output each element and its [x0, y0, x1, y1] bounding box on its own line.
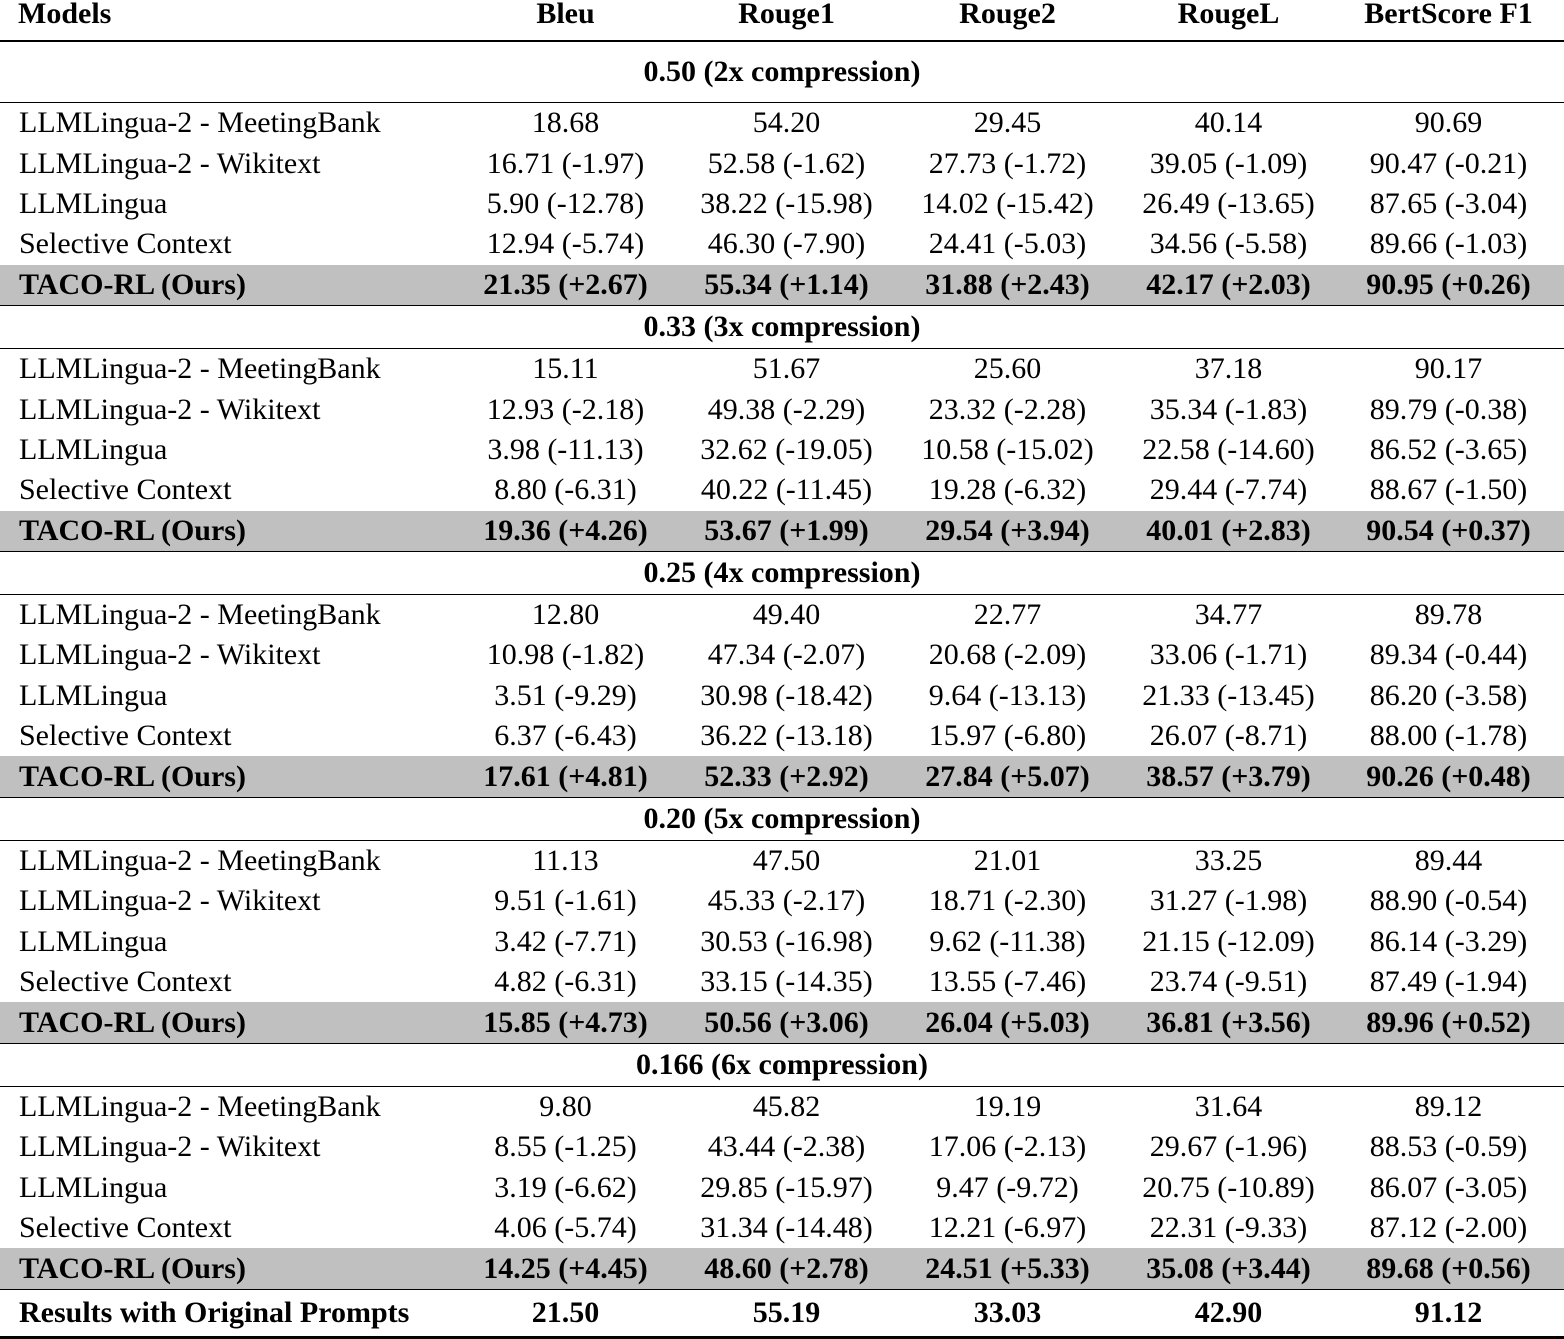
model-name-cell: LLMLingua-2 - MeetingBank: [19, 352, 381, 386]
rouge2-cell: 26.04 (+5.03): [897, 1002, 1118, 1043]
rouge2-cell: 9.64 (-13.13): [928, 678, 1087, 712]
bertscore-f1-cell: 88.67 (-1.50): [1369, 473, 1528, 507]
rouge1-cell: 49.38 (-2.29): [707, 392, 866, 426]
bleu-cell: 16.71 (-1.97): [486, 146, 645, 180]
bertscore-f1-cell: 86.20 (-3.58): [1369, 678, 1528, 712]
rougel-cell: 38.57 (+3.79): [1118, 756, 1339, 797]
column-header-bleu: Bleu: [455, 0, 676, 41]
table-row: [0, 143, 1564, 183]
rouge1-cell: 43.44 (-2.38): [707, 1130, 866, 1164]
rouge1-cell: 52.33 (+2.92): [676, 756, 897, 797]
model-name-cell: TACO-RL (Ours): [0, 511, 455, 552]
model-name-cell: LLMLingua-2 - MeetingBank: [19, 844, 381, 878]
model-name-cell: LLMLingua-2 - Wikitext: [19, 1130, 321, 1164]
highlighted-table-row: [0, 265, 1564, 306]
bertscore-f1-cell: 89.78: [1414, 598, 1483, 632]
bertscore-f1-cell: 89.34 (-0.44): [1369, 638, 1528, 672]
bleu-cell: 18.68: [531, 106, 600, 140]
rouge2-cell: 9.62 (-11.38): [929, 924, 1086, 958]
rougel-cell: 22.58 (-14.60): [1142, 432, 1315, 466]
bleu-cell: 12.80: [531, 598, 600, 632]
rougel-cell: 21.15 (-12.09): [1142, 924, 1315, 958]
highlighted-table-row: [0, 511, 1564, 552]
model-name-cell: Selective Context: [19, 1211, 232, 1245]
compression-section-title: 0.50 (2x compression): [0, 41, 1564, 103]
bleu-cell: 21.50: [455, 1289, 676, 1337]
table-row: [0, 676, 1564, 716]
rouge2-cell: 27.84 (+5.07): [897, 756, 1118, 797]
section-header-row: [0, 1043, 1564, 1086]
bleu-cell: 3.42 (-7.71): [494, 924, 637, 958]
table-row: [0, 1208, 1564, 1248]
bleu-cell: 10.98 (-1.82): [486, 638, 645, 672]
column-header-rouge2: Rouge2: [897, 0, 1118, 41]
rouge2-cell: 10.58 (-15.02): [921, 432, 1094, 466]
model-name-cell: TACO-RL (Ours): [0, 756, 455, 797]
highlighted-table-row: [0, 1248, 1564, 1289]
column-header-bertscore-f1: BertScore F1: [1339, 0, 1564, 41]
rouge2-cell: 21.01: [973, 844, 1042, 878]
model-name-cell: LLMLingua-2 - Wikitext: [19, 146, 321, 180]
section-header-row: [0, 797, 1564, 840]
header-row: [0, 0, 1564, 41]
model-name-cell: LLMLingua: [19, 678, 168, 712]
rouge2-cell: 17.06 (-2.13): [928, 1130, 1087, 1164]
bertscore-f1-cell: 90.54 (+0.37): [1339, 511, 1564, 552]
rouge1-cell: 51.67: [752, 352, 821, 386]
model-name-cell: Selective Context: [19, 719, 232, 753]
table-row: [0, 430, 1564, 470]
table-row: [0, 389, 1564, 429]
model-name-cell: LLMLingua-2 - MeetingBank: [19, 598, 381, 632]
bleu-cell: 6.37 (-6.43): [494, 719, 637, 753]
rougel-cell: 34.77: [1194, 598, 1263, 632]
rougel-cell: 35.08 (+3.44): [1118, 1248, 1339, 1289]
bertscore-f1-cell: 90.47 (-0.21): [1369, 146, 1528, 180]
section-header-row: [0, 305, 1564, 348]
bleu-cell: 11.13: [532, 844, 599, 878]
rouge1-cell: 47.34 (-2.07): [707, 638, 866, 672]
rougel-cell: 33.25: [1194, 844, 1263, 878]
model-name-cell: Selective Context: [19, 965, 232, 999]
model-name-cell: Results with Original Prompts: [0, 1289, 455, 1337]
rouge2-cell: 24.51 (+5.33): [897, 1248, 1118, 1289]
rouge1-cell: 47.50: [752, 844, 821, 878]
bertscore-f1-cell: 89.12: [1414, 1090, 1483, 1123]
table-row: [0, 922, 1564, 962]
model-name-cell: LLMLingua: [19, 186, 168, 220]
table-row: [0, 1168, 1564, 1208]
rouge2-cell: 27.73 (-1.72): [928, 146, 1087, 180]
model-name-cell: Selective Context: [19, 227, 232, 261]
original-prompts-row: [0, 1289, 1564, 1337]
bertscore-f1-cell: 89.66 (-1.03): [1369, 227, 1528, 261]
rouge1-cell: 49.40: [752, 598, 821, 632]
table-row: [0, 1127, 1564, 1167]
rouge2-cell: 15.97 (-6.80): [928, 719, 1087, 753]
compression-section-title: 0.20 (5x compression): [0, 797, 1564, 840]
rouge1-cell: 31.34 (-14.48): [700, 1211, 873, 1245]
bertscore-f1-cell: 91.12: [1339, 1289, 1564, 1337]
rouge1-cell: 29.85 (-15.97): [700, 1170, 873, 1204]
bleu-cell: 5.90 (-12.78): [486, 186, 645, 220]
rougel-cell: 31.64: [1194, 1090, 1263, 1123]
table-row: [0, 881, 1564, 921]
table-row: [0, 1086, 1564, 1127]
model-name-cell: LLMLingua: [19, 924, 168, 958]
bertscore-f1-cell: 90.26 (+0.48): [1339, 756, 1564, 797]
table-row: [0, 184, 1564, 224]
table-row: [0, 348, 1564, 389]
bleu-cell: 8.55 (-1.25): [494, 1130, 637, 1164]
bleu-cell: 15.85 (+4.73): [455, 1002, 676, 1043]
rougel-cell: 20.75 (-10.89): [1142, 1170, 1315, 1204]
column-header-rouge1: Rouge1: [676, 0, 897, 41]
rouge1-cell: 52.58 (-1.62): [707, 146, 866, 180]
column-header-models: Models: [0, 0, 455, 41]
bertscore-f1-cell: 89.44: [1414, 844, 1483, 878]
bertscore-f1-cell: 89.79 (-0.38): [1369, 392, 1528, 426]
compression-section-title: 0.25 (4x compression): [0, 551, 1564, 594]
model-name-cell: Selective Context: [19, 473, 232, 507]
rougel-cell: 29.44 (-7.74): [1149, 473, 1308, 507]
rouge2-cell: 9.47 (-9.72): [936, 1170, 1079, 1204]
rougel-cell: 21.33 (-13.45): [1142, 678, 1315, 712]
compression-section-title: 0.166 (6x compression): [0, 1043, 1564, 1086]
bleu-cell: 3.98 (-11.13): [487, 432, 644, 466]
rouge1-cell: 30.98 (-18.42): [700, 678, 873, 712]
rougel-cell: 40.01 (+2.83): [1118, 511, 1339, 552]
rouge1-cell: 36.22 (-13.18): [700, 719, 873, 753]
rouge1-cell: 48.60 (+2.78): [676, 1248, 897, 1289]
highlighted-table-row: [0, 756, 1564, 797]
rouge2-cell: 12.21 (-6.97): [928, 1211, 1087, 1245]
rouge2-cell: 24.41 (-5.03): [928, 227, 1087, 261]
bertscore-f1-cell: 90.95 (+0.26): [1339, 265, 1564, 306]
bleu-cell: 4.82 (-6.31): [494, 965, 637, 999]
bertscore-f1-cell: 86.14 (-3.29): [1369, 924, 1528, 958]
bleu-cell: 14.25 (+4.45): [455, 1248, 676, 1289]
rouge1-cell: 40.22 (-11.45): [700, 473, 873, 507]
rouge2-cell: 33.03: [897, 1289, 1118, 1337]
rougel-cell: 40.14: [1194, 106, 1263, 140]
rougel-cell: 35.34 (-1.83): [1149, 392, 1308, 426]
rouge1-cell: 45.82: [752, 1090, 821, 1123]
rouge2-cell: 22.77: [973, 598, 1042, 632]
rouge2-cell: 29.54 (+3.94): [897, 511, 1118, 552]
rougel-cell: 22.31 (-9.33): [1149, 1211, 1308, 1245]
rougel-cell: 31.27 (-1.98): [1149, 884, 1308, 918]
bertscore-f1-cell: 90.69: [1414, 106, 1483, 140]
rouge1-cell: 46.30 (-7.90): [707, 227, 866, 261]
rouge2-cell: 20.68 (-2.09): [928, 638, 1087, 672]
bertscore-f1-cell: 88.90 (-0.54): [1369, 884, 1528, 918]
rouge1-cell: 50.56 (+3.06): [676, 1002, 897, 1043]
rougel-cell: 33.06 (-1.71): [1149, 638, 1308, 672]
table-row: [0, 716, 1564, 756]
rougel-cell: 42.90: [1118, 1289, 1339, 1337]
bertscore-f1-cell: 87.12 (-2.00): [1369, 1211, 1528, 1245]
bleu-cell: 4.06 (-5.74): [494, 1211, 637, 1245]
rouge1-cell: 38.22 (-15.98): [700, 186, 873, 220]
bleu-cell: 9.80: [539, 1090, 592, 1123]
bertscore-f1-cell: 89.96 (+0.52): [1339, 1002, 1564, 1043]
rougel-cell: 39.05 (-1.09): [1149, 146, 1308, 180]
rouge1-cell: 53.67 (+1.99): [676, 511, 897, 552]
bertscore-f1-cell: 86.07 (-3.05): [1369, 1170, 1528, 1204]
column-header-rougel: RougeL: [1118, 0, 1339, 41]
bleu-cell: 9.51 (-1.61): [494, 884, 637, 918]
rouge2-cell: 14.02 (-15.42): [921, 186, 1094, 220]
rougel-cell: 26.49 (-13.65): [1142, 186, 1315, 220]
rouge2-cell: 13.55 (-7.46): [928, 965, 1087, 999]
bleu-cell: 21.35 (+2.67): [455, 265, 676, 306]
bleu-cell: 19.36 (+4.26): [455, 511, 676, 552]
rouge2-cell: 18.71 (-2.30): [928, 884, 1087, 918]
model-name-cell: LLMLingua-2 - Wikitext: [19, 392, 321, 426]
rouge1-cell: 55.34 (+1.14): [676, 265, 897, 306]
model-name-cell: LLMLingua: [19, 432, 168, 466]
table-row: [0, 470, 1564, 510]
table-row: [0, 594, 1564, 635]
table-row: [0, 840, 1564, 881]
bleu-cell: 3.19 (-6.62): [494, 1170, 637, 1204]
bleu-cell: 17.61 (+4.81): [455, 756, 676, 797]
model-name-cell: TACO-RL (Ours): [0, 1002, 455, 1043]
table-row: [0, 635, 1564, 675]
model-name-cell: LLMLingua-2 - Wikitext: [19, 638, 321, 672]
bertscore-f1-cell: 88.53 (-0.59): [1369, 1130, 1528, 1164]
model-name-cell: TACO-RL (Ours): [0, 265, 455, 306]
bleu-cell: 3.51 (-9.29): [494, 678, 637, 712]
rougel-cell: 23.74 (-9.51): [1149, 965, 1308, 999]
rouge1-cell: 30.53 (-16.98): [700, 924, 873, 958]
rougel-cell: 42.17 (+2.03): [1118, 265, 1339, 306]
section-header-row: [0, 551, 1564, 594]
bertscore-f1-cell: 90.17: [1414, 352, 1483, 386]
rouge2-cell: 19.28 (-6.32): [928, 473, 1087, 507]
bertscore-f1-cell: 86.52 (-3.65): [1369, 432, 1528, 466]
table-row: [0, 224, 1564, 264]
bertscore-f1-cell: 89.68 (+0.56): [1339, 1248, 1564, 1289]
table-row: [0, 103, 1564, 144]
bleu-cell: 12.94 (-5.74): [486, 227, 645, 261]
bleu-cell: 8.80 (-6.31): [494, 473, 637, 507]
rouge1-cell: 32.62 (-19.05): [700, 432, 873, 466]
rouge1-cell: 55.19: [676, 1289, 897, 1337]
rouge2-cell: 29.45: [973, 106, 1042, 140]
rouge2-cell: 31.88 (+2.43): [897, 265, 1118, 306]
compression-section-title: 0.33 (3x compression): [0, 305, 1564, 348]
bleu-cell: 15.11: [532, 352, 599, 386]
rougel-cell: 37.18: [1194, 352, 1263, 386]
model-name-cell: TACO-RL (Ours): [0, 1248, 455, 1289]
rougel-cell: 36.81 (+3.56): [1118, 1002, 1339, 1043]
model-name-cell: LLMLingua-2 - MeetingBank: [19, 106, 381, 140]
rougel-cell: 29.67 (-1.96): [1149, 1130, 1308, 1164]
rouge1-cell: 54.20: [752, 106, 821, 140]
rouge2-cell: 23.32 (-2.28): [928, 392, 1087, 426]
section-header-row: [0, 41, 1564, 103]
table-row: [0, 962, 1564, 1002]
bertscore-f1-cell: 87.49 (-1.94): [1369, 965, 1528, 999]
rougel-cell: 26.07 (-8.71): [1149, 719, 1308, 753]
model-name-cell: LLMLingua: [19, 1170, 168, 1204]
rouge2-cell: 25.60: [973, 352, 1042, 386]
bertscore-f1-cell: 87.65 (-3.04): [1369, 186, 1528, 220]
model-name-cell: LLMLingua-2 - Wikitext: [19, 884, 321, 918]
highlighted-table-row: [0, 1002, 1564, 1043]
rouge1-cell: 33.15 (-14.35): [700, 965, 873, 999]
rougel-cell: 34.56 (-5.58): [1149, 227, 1308, 261]
bleu-cell: 12.93 (-2.18): [486, 392, 645, 426]
rouge1-cell: 45.33 (-2.17): [707, 884, 866, 918]
rouge2-cell: 19.19: [973, 1090, 1042, 1123]
table-body: [0, 41, 1564, 1337]
bertscore-f1-cell: 88.00 (-1.78): [1369, 719, 1528, 753]
model-name-cell: LLMLingua-2 - MeetingBank: [19, 1090, 381, 1123]
